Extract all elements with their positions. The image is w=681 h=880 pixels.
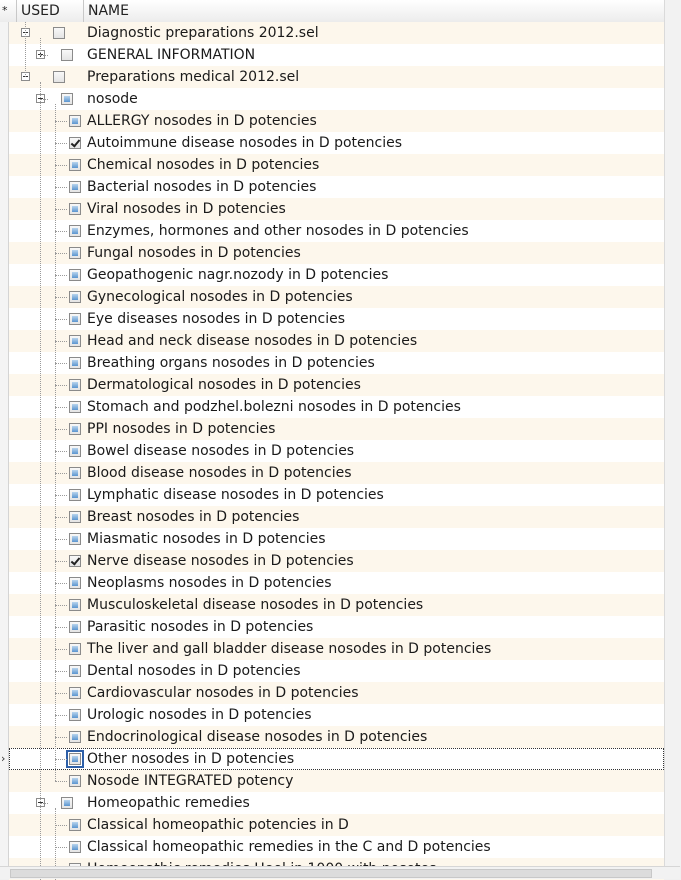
used-checkbox[interactable] [69,401,81,413]
tree-connector [55,693,67,694]
used-checkbox[interactable] [69,511,81,523]
tree-row[interactable] [9,792,664,814]
used-checkbox[interactable] [69,467,81,479]
used-checkbox[interactable] [69,225,81,237]
tree-row[interactable] [9,264,664,286]
used-checkbox[interactable] [69,423,81,435]
vertical-scrollbar[interactable] [664,0,681,866]
tree-row-label: The liver and gall bladder disease nosodes in D potencies [87,641,492,657]
tree-row[interactable] [9,176,664,198]
tree-connector [55,104,56,781]
tree-row-label: Bacterial nosodes in D potencies [87,179,317,195]
tree-row-label: Geopathogenic nagr.nozody in D potencies [87,267,389,283]
used-checkbox[interactable] [69,313,81,325]
tree-connector [55,121,67,122]
used-checkbox[interactable] [61,49,73,61]
tree-connector [55,473,67,474]
tree-row-label: Homeopathic remedies [87,795,250,811]
tree-row-label: Enzymes, hormones and other nosodes in D potencies [87,223,469,239]
tree-row[interactable] [9,110,664,132]
tree-row-label: Eye diseases nosodes in D potencies [87,311,346,327]
scrollbar-thumb[interactable] [10,869,652,878]
tree-connector [55,275,67,276]
tree-row[interactable] [9,374,664,396]
tree-connector [55,605,67,606]
tree-connector [55,737,67,738]
tree-row-label: Nosode INTEGRATED potency [87,773,294,789]
used-checkbox[interactable] [69,841,81,853]
tree-row[interactable] [9,132,664,154]
used-checkbox[interactable] [69,335,81,347]
tree-row-label: Viral nosodes in D potencies [87,201,286,217]
tree-connector [40,803,48,804]
used-checkbox[interactable] [69,357,81,369]
tree-row[interactable] [9,462,664,484]
tree-row[interactable] [9,836,664,858]
tree-row[interactable] [9,550,664,572]
tree-connector [55,385,67,386]
tree-row-label: Miasmatic nosodes in D potencies [87,531,326,547]
tree-connector [55,561,67,562]
tree-row-label: Gynecological nosodes in D potencies [87,289,353,305]
used-checkbox[interactable] [69,533,81,545]
tree-connector [55,187,67,188]
used-checkbox[interactable] [69,489,81,501]
used-checkbox[interactable] [69,137,81,149]
tree-row[interactable] [9,88,664,110]
tree-connector [55,165,67,166]
tree-connector [55,649,67,650]
tree-rows [9,22,664,866]
used-checkbox[interactable] [69,709,81,721]
tree-row[interactable] [9,638,664,660]
tree-row-label: Dental nosodes in D potencies [87,663,301,679]
tree-connector [40,99,48,100]
tree-row[interactable] [9,572,664,594]
tree-row-label: Autoimmune disease nosodes in D potencies [87,135,403,151]
used-checkbox[interactable] [69,643,81,655]
used-column-header[interactable]: USED [21,3,60,19]
tree-connector [55,451,67,452]
tree-row[interactable] [9,704,664,726]
row-indicator-column [0,22,9,866]
tree-connector [55,319,67,320]
tree-row[interactable] [9,22,664,44]
used-checkbox[interactable] [53,71,65,83]
tree-row-label: Diagnostic preparations 2012.sel [87,25,319,41]
used-checkbox[interactable] [69,775,81,787]
tree-connector [55,407,67,408]
name-column-header[interactable]: NAME [88,3,129,19]
tree-row-label: Cardiovascular nosodes in D potencies [87,685,359,701]
used-checkbox[interactable] [61,93,73,105]
tree-connector [55,209,67,210]
tree-row[interactable] [9,616,664,638]
used-checkbox[interactable] [69,115,81,127]
tree-row-label: Fungal nosodes in D potencies [87,245,301,261]
tree-row-label: Bowel disease nosodes in D potencies [87,443,355,459]
used-checkbox[interactable] [69,577,81,589]
tree-row[interactable] [9,396,664,418]
used-checkbox[interactable] [69,753,81,765]
tree-row[interactable] [9,66,664,88]
tree-row[interactable] [9,198,664,220]
header-separator[interactable] [83,0,84,22]
tree-row[interactable] [9,440,664,462]
used-checkbox[interactable] [69,203,81,215]
used-checkbox[interactable] [61,797,73,809]
tree-row[interactable] [9,242,664,264]
tree-row[interactable] [9,528,664,550]
used-checkbox[interactable] [69,621,81,633]
tree-row[interactable] [9,770,664,792]
tree-row-label: Nerve disease nosodes in D potencies [87,553,354,569]
used-checkbox[interactable] [53,27,65,39]
tree-row[interactable] [9,352,664,374]
tree-connector [55,671,67,672]
tree-connector [55,759,67,760]
tree-connector [55,825,67,826]
tree-connector [55,627,67,628]
tree-row-label: Preparations medical 2012.sel [87,69,300,85]
horizontal-scrollbar[interactable] [0,866,680,879]
tree-row-label: Classical homeopathic potencies in D [87,817,349,833]
tree-row[interactable] [9,660,664,682]
used-checkbox[interactable] [69,731,81,743]
tree-row[interactable] [9,594,664,616]
tree-row-label: Parasitic nosodes in D potencies [87,619,314,635]
header-separator [16,0,17,22]
tree-row-label: Blood disease nosodes in D potencies [87,465,352,481]
tree-row[interactable] [9,418,664,440]
tree-connector [55,429,67,430]
used-checkbox[interactable] [69,555,81,567]
current-row-indicator-icon: › [1,752,6,765]
tree-connector [55,231,67,232]
tree-row[interactable] [9,748,664,770]
tree-row-label: GENERAL INFORMATION [87,47,256,63]
column-header [0,0,664,23]
used-checkbox[interactable] [69,599,81,611]
tree-row[interactable] [9,682,664,704]
tree-connector [55,363,67,364]
tree-connector [40,38,41,55]
tree-connector [55,847,67,848]
tree-row[interactable] [9,506,664,528]
tree-row[interactable] [9,286,664,308]
used-checkbox[interactable] [69,247,81,259]
corner-cell[interactable]: * [2,4,8,17]
tree-row-label: ALLERGY nosodes in D potencies [87,113,317,129]
tree-connector [55,715,67,716]
tree-connector [55,297,67,298]
used-checkbox[interactable] [69,379,81,391]
tree-row[interactable] [9,220,664,242]
tree-row[interactable] [9,44,664,66]
tree-connector [55,781,67,782]
tree-row-label: Head and neck disease nosodes in D potencies [87,333,418,349]
used-checkbox[interactable] [69,269,81,281]
tree-connector [55,539,67,540]
tree-row-label: Breast nosodes in D potencies [87,509,300,525]
tree-row[interactable] [9,330,664,352]
tree-connector [40,55,48,56]
tree-connector [40,82,41,880]
tree-row[interactable] [9,726,664,748]
used-checkbox[interactable] [69,687,81,699]
tree-row-label: Dermatological nosodes in D potencies [87,377,361,393]
tree-connector [55,517,67,518]
tree-connector [55,495,67,496]
tree-connector [55,143,67,144]
used-checkbox[interactable] [69,819,81,831]
tree-row-label: nosode [87,91,138,107]
tree-row-label: Urologic nosodes in D potencies [87,707,312,723]
tree-row-label: Classical homeopathic remedies in the C and D potencies [87,839,491,855]
tree-row-label: PPI nosodes in D potencies [87,421,276,437]
tree-row[interactable] [9,154,664,176]
tree-row-label: Chemical nosodes in D potencies [87,157,320,173]
used-checkbox[interactable] [69,181,81,193]
used-checkbox[interactable] [69,445,81,457]
tree-row-label: Stomach and podzhel.bolezni nosodes in D potencies [87,399,461,415]
tree-connector [55,253,67,254]
used-checkbox[interactable] [69,665,81,677]
used-checkbox[interactable] [69,291,81,303]
tree-connector [25,22,26,77]
tree-row[interactable] [9,814,664,836]
tree-row-label: Lymphatic disease nosodes in D potencies [87,487,384,503]
tree-row-label: Endocrinological disease nosodes in D potencies [87,729,428,745]
tree-row-label: Breathing organs nosodes in D potencies [87,355,375,371]
tree-row[interactable] [9,484,664,506]
tree-row-label: Neoplasms nosodes in D potencies [87,575,332,591]
tree-row-label: Other nosodes in D potencies [87,751,295,767]
tree-row-label: Musculoskeletal disease nosodes in D potencies [87,597,424,613]
tree-row[interactable] [9,308,664,330]
used-checkbox[interactable] [69,159,81,171]
tree-connector [55,583,67,584]
tree-connector [55,341,67,342]
